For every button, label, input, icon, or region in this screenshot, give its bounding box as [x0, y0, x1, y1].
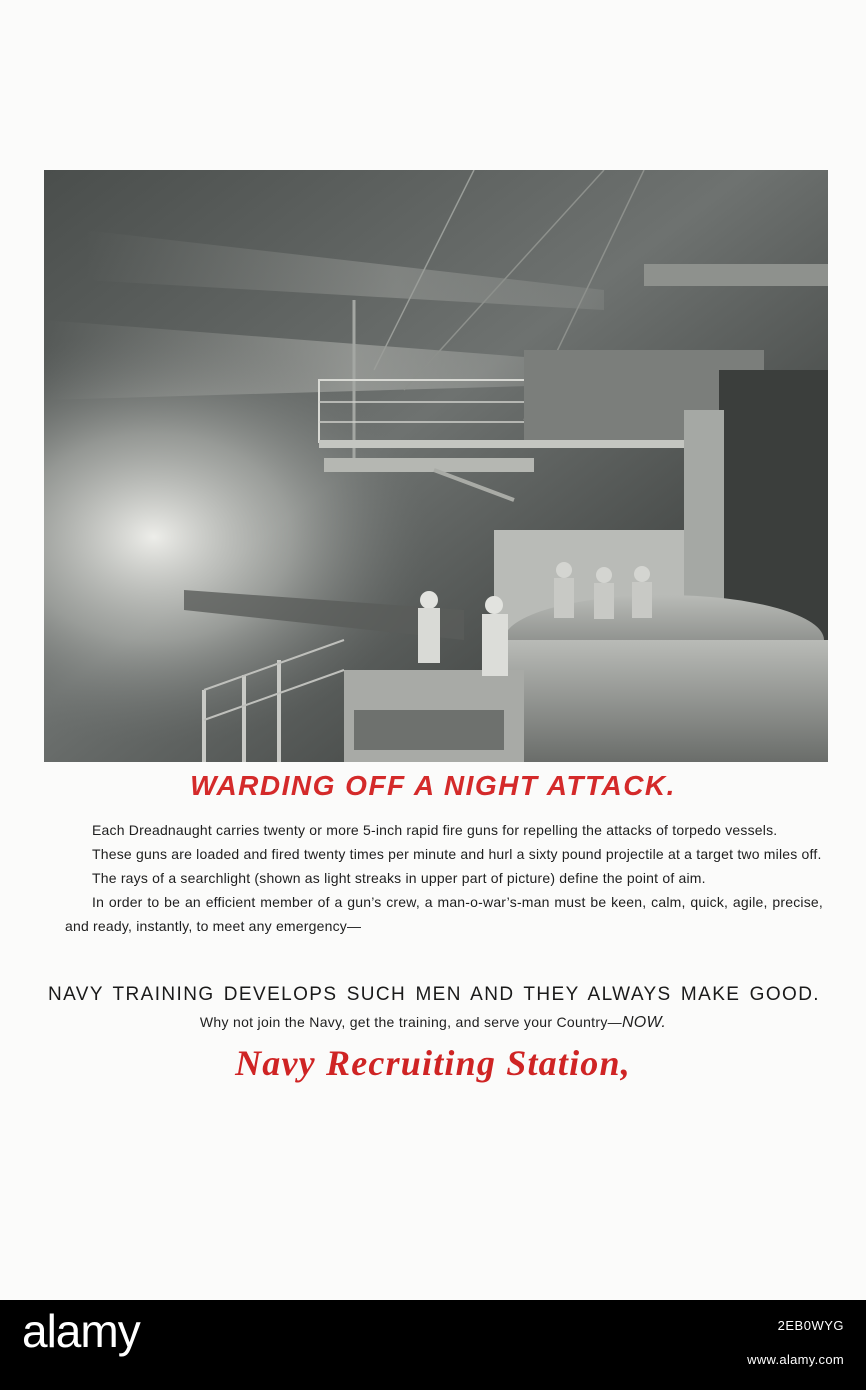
body-paragraphs: [65, 818, 823, 938]
paragraph-dreadnaught: Each Dreadnaught carries twenty or more 5-inch rapid fire guns for repelling the attacks of torpedo vessels.: [92, 822, 778, 838]
recruiting-station-title: Navy Recruiting Station,: [235, 1043, 631, 1083]
paragraph-gun-crew: In order to be an efficient member of a gun’s crew, a man-o-war’s-man must be keen, calm, quick, agile, precise, and ready, instantly, to meet any emergency—: [65, 894, 823, 934]
call-to-action-now: NOW.: [621, 1014, 667, 1031]
navy-training-slogan: NAVY TRAINING DEVELOPS SUCH MEN AND THEY ALWAYS MAKE GOOD.: [48, 984, 820, 1005]
call-to-action: [0, 1014, 866, 1032]
paragraph-searchlight: The rays of a searchlight (shown as light streaks in upper part of picture) define the point of aim.: [92, 870, 706, 886]
alamy-logo: alamy: [22, 1305, 140, 1357]
image-id: 2EB0WYG: [777, 1318, 844, 1333]
website-link[interactable]: www.alamy.com: [747, 1352, 844, 1367]
battleship-illustration: [44, 170, 828, 762]
battleship-night-photo: [44, 170, 828, 762]
call-to-action-text: Why not join the Navy, get the training, and serve your Country—: [199, 1014, 622, 1030]
poster-headline: WARDING OFF A NIGHT ATTACK.: [190, 770, 676, 801]
paragraph-guns-fire-rate: These guns are loaded and fired twenty times per minute and hurl a sixty pound projectile at a target two miles off.: [92, 846, 822, 862]
